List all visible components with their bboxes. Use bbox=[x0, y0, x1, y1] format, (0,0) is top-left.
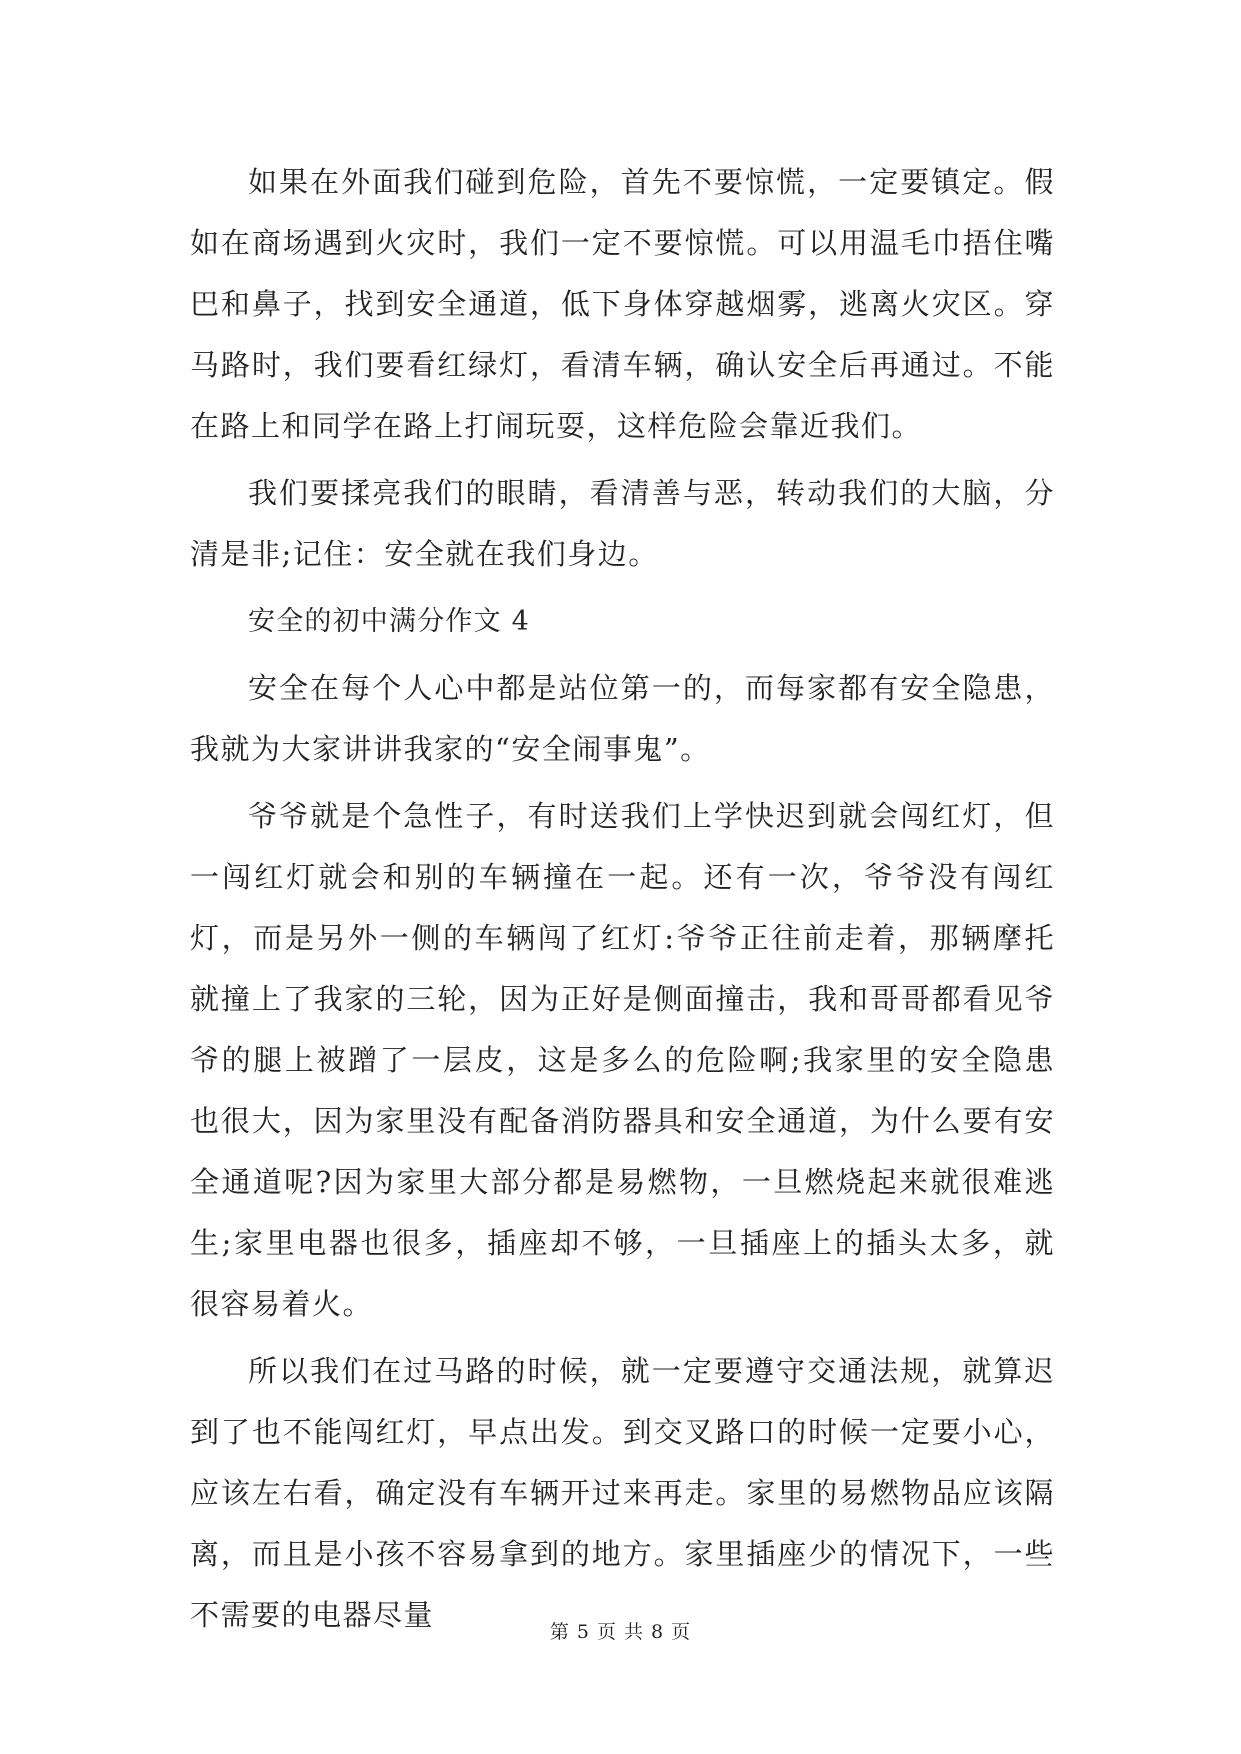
paragraph-fire-safety: 如果在外面我们碰到危险，首先不要惊慌，一定要镇定。假如在商场遇到火灾时，我们一定不要惊慌。可以用温毛巾捂住嘴巴和鼻子，找到安全通道，低下身体穿越烟雾，逃离火灾区。穿马路时，我们要看红绿灯，看清车辆，确认安全后再通过。不能在路上和同学在路上打闹玩耍，这样危险会靠近我们。 bbox=[190, 165, 1055, 443]
paragraph-intro: 安全在每个人心中都是站位第一的，而每家都有安全隐患，我就为大家讲讲我家的“安全闹事鬼”。 bbox=[190, 671, 1055, 766]
section-title: 安全的初中满分作文 4 bbox=[248, 606, 530, 637]
page-number-footer: 第 5 页 共 8 页 bbox=[549, 1621, 692, 1643]
paragraph-advice: 所以我们在过马路的时候，就一定要遵守交通法规，就算迟到了也不能闯红灯，早点出发。到交叉路口的时候一定要小心，应该左右看，确定没有车辆开过来再走。家里的易燃物品应该隔离，而且是小孩不容易拿到的地方。家里插座少的情况下，一些不需要的电器尽量 bbox=[190, 1354, 1055, 1632]
document-body bbox=[190, 152, 1055, 1652]
paragraph-grandpa: 爷爷就是个急性子，有时送我们上学快迟到就会闯红灯，但一闯红灯就会和别的车辆撞在一起。还有一次，爷爷没有闯红灯，而是另外一侧的车辆闯了红灯:爷爷正往前走着，那辆摩托就撞上了我家的三轮，因为正好是侧面撞击，我和哥哥都看见爷爷的腿上被蹭了一层皮，这是多么的危险啊;我家里的安全隐患也很大，因为家里没有配备消防器具和安全通道，为什么要有安全通道呢?因为家里大部分都是易燃物，一旦燃烧起来就很难逃生;家里电器也很多，插座却不够，一旦插座上的插头太多，就很容易着火。 bbox=[190, 799, 1055, 1321]
paragraph-remember-safety: 我们要揉亮我们的眼睛，看清善与恶，转动我们的大脑，分清是非;记住：安全就在我们身边。 bbox=[190, 476, 1055, 571]
